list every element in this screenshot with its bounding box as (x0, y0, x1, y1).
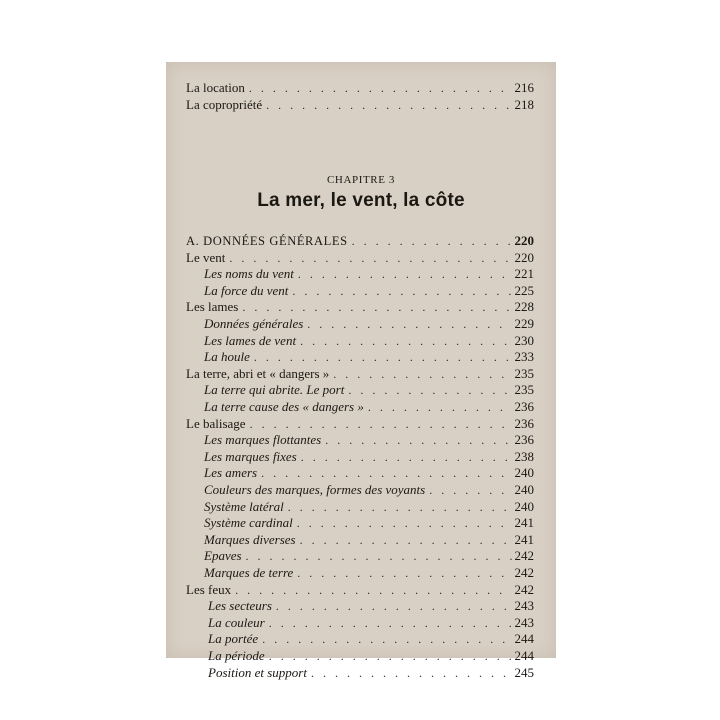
toc-entry-label: Le vent (186, 249, 226, 265)
toc-entry-page: 244 (514, 648, 534, 663)
toc-entry-page: 218 (514, 97, 534, 112)
toc-entry-label: A. DONNÉES GÉNÉRALES (186, 234, 348, 248)
toc-entry (204, 548, 534, 564)
toc-entry-label: Système latéral (204, 498, 284, 514)
toc-entry-label: La location (186, 80, 245, 95)
leader-dots (292, 283, 511, 299)
leader-dots (254, 349, 512, 365)
toc-entry (204, 532, 534, 548)
leader-dots (242, 299, 511, 315)
toc-entry (204, 333, 534, 349)
toc-entry-page: 220 (514, 233, 534, 248)
toc-entry (208, 631, 534, 647)
toc-entry-page: 233 (514, 349, 534, 365)
toc-entry (186, 366, 534, 382)
toc-entry (186, 416, 534, 432)
toc-entry-label: Système cardinal (204, 515, 293, 531)
toc-entry-page: 242 (514, 565, 534, 580)
chapter-title: La mer, le vent, la côte (257, 190, 465, 211)
toc-entry-page: 241 (514, 531, 534, 547)
toc-entry-location (186, 80, 534, 96)
toc-entry-page: 236 (514, 432, 534, 448)
leader-dots (352, 233, 512, 249)
toc-entry-label: La terre qui abrite. Le port (204, 382, 345, 398)
toc-entry-label: Le balisage (186, 415, 246, 431)
toc-entry-label: La force du vent (204, 282, 289, 298)
leader-dots (325, 432, 511, 448)
toc-entry-page: 221 (514, 266, 534, 282)
leader-dots (269, 648, 512, 664)
leader-dots (261, 465, 511, 481)
toc-entry (208, 648, 534, 664)
toc-entry (186, 250, 534, 266)
leader-dots (368, 399, 512, 415)
toc-entry-label: Données générales (204, 316, 304, 331)
toc-entry-label: La houle (204, 349, 250, 365)
leader-dots (300, 333, 511, 349)
toc-entry (204, 432, 534, 448)
toc-entry (204, 465, 534, 481)
leader-dots (262, 631, 511, 647)
toc-entry-page: 235 (514, 365, 534, 381)
leader-dots (298, 266, 512, 282)
leader-dots (429, 482, 511, 498)
toc-entry-page: 236 (514, 399, 534, 414)
leader-dots (249, 80, 512, 96)
toc-entry-label: Marques de terre (204, 565, 294, 580)
toc-entry-copropriete (186, 97, 534, 113)
toc-entry-page: 240 (514, 482, 534, 497)
toc-entry-label: Les lames de vent (204, 332, 297, 348)
toc-entry-label: La terre cause des « dangers » (204, 399, 364, 414)
toc-entry (186, 582, 534, 598)
toc-entry-label: La période (208, 648, 265, 663)
toc-entry-label: Marques diverses (204, 531, 296, 547)
toc-entry-page: 242 (514, 548, 534, 564)
toc-entry-page: 235 (514, 382, 534, 398)
toc-entry-page: 242 (514, 581, 534, 597)
toc-entry-label: Les secteurs (208, 598, 272, 614)
toc-entry-label: La portée (208, 631, 259, 647)
toc-entry (204, 316, 534, 332)
toc-entry (208, 598, 534, 614)
toc-entry-page: 240 (514, 498, 534, 514)
leader-dots (235, 582, 511, 598)
leader-dots (297, 515, 512, 531)
toc-entry-label: Les amers (204, 465, 258, 481)
toc-entry (204, 449, 534, 465)
leader-dots (348, 382, 511, 398)
toc-entry-label: Les marques flottantes (204, 432, 322, 448)
toc-entry-page: 243 (514, 598, 534, 614)
toc-entry-label: Les lames (186, 299, 239, 315)
toc-entry-page: 220 (514, 249, 534, 265)
toc-entry (204, 515, 534, 531)
leader-dots (288, 499, 512, 515)
toc-entry-label: La copropriété (186, 97, 263, 112)
leader-dots (250, 416, 512, 432)
leader-dots (333, 366, 511, 382)
toc-entry-label: Les noms du vent (204, 266, 294, 282)
leader-dots (300, 532, 512, 548)
toc-entry (204, 499, 534, 515)
toc-entry (208, 665, 534, 681)
toc-entry-label: Les feux (186, 581, 232, 597)
toc-entry (204, 266, 534, 282)
leader-dots (301, 449, 512, 465)
toc-entry (204, 482, 534, 498)
toc-entry-page: 225 (514, 282, 534, 298)
toc-entry-page: 240 (514, 465, 534, 481)
toc-entry-page: 245 (514, 664, 534, 680)
leader-dots (269, 615, 512, 631)
toc-entry (204, 399, 534, 415)
leader-dots (307, 316, 511, 332)
toc-entry-label: Les marques fixes (204, 448, 297, 464)
toc-entry (208, 615, 534, 631)
leader-dots (266, 97, 511, 113)
toc-entry-page: 238 (514, 448, 534, 464)
toc-entry (204, 382, 534, 398)
leader-dots (246, 548, 512, 564)
toc-entry-page: 244 (514, 631, 534, 647)
toc-entry-page: 216 (514, 80, 534, 95)
toc-entry-page: 228 (514, 299, 534, 315)
toc-entry (186, 233, 534, 249)
leader-dots (297, 565, 511, 581)
toc-entry-label: Epaves (204, 548, 242, 564)
toc-entry-label: La terre, abri et « dangers » (186, 365, 330, 381)
leader-dots (276, 598, 512, 614)
toc-entry (204, 349, 534, 365)
toc-entry (186, 299, 534, 315)
leader-dots (311, 665, 512, 681)
toc-entry (204, 283, 534, 299)
toc-entry-label: La couleur (208, 614, 265, 630)
toc-entry (204, 565, 534, 581)
toc-entry-label: Couleurs des marques, formes des voyants (204, 482, 426, 497)
toc-entry-page: 230 (514, 332, 534, 348)
toc-entry-label: Position et support (208, 664, 307, 680)
toc-entry-page: 229 (514, 316, 534, 331)
toc-entry-page: 241 (514, 515, 534, 531)
chapter-number: CHAPITRE 3 (326, 174, 396, 186)
leader-dots (229, 250, 511, 266)
toc-entry-page: 243 (514, 614, 534, 630)
toc-entry-page: 236 (514, 415, 534, 431)
book-page (166, 62, 556, 680)
